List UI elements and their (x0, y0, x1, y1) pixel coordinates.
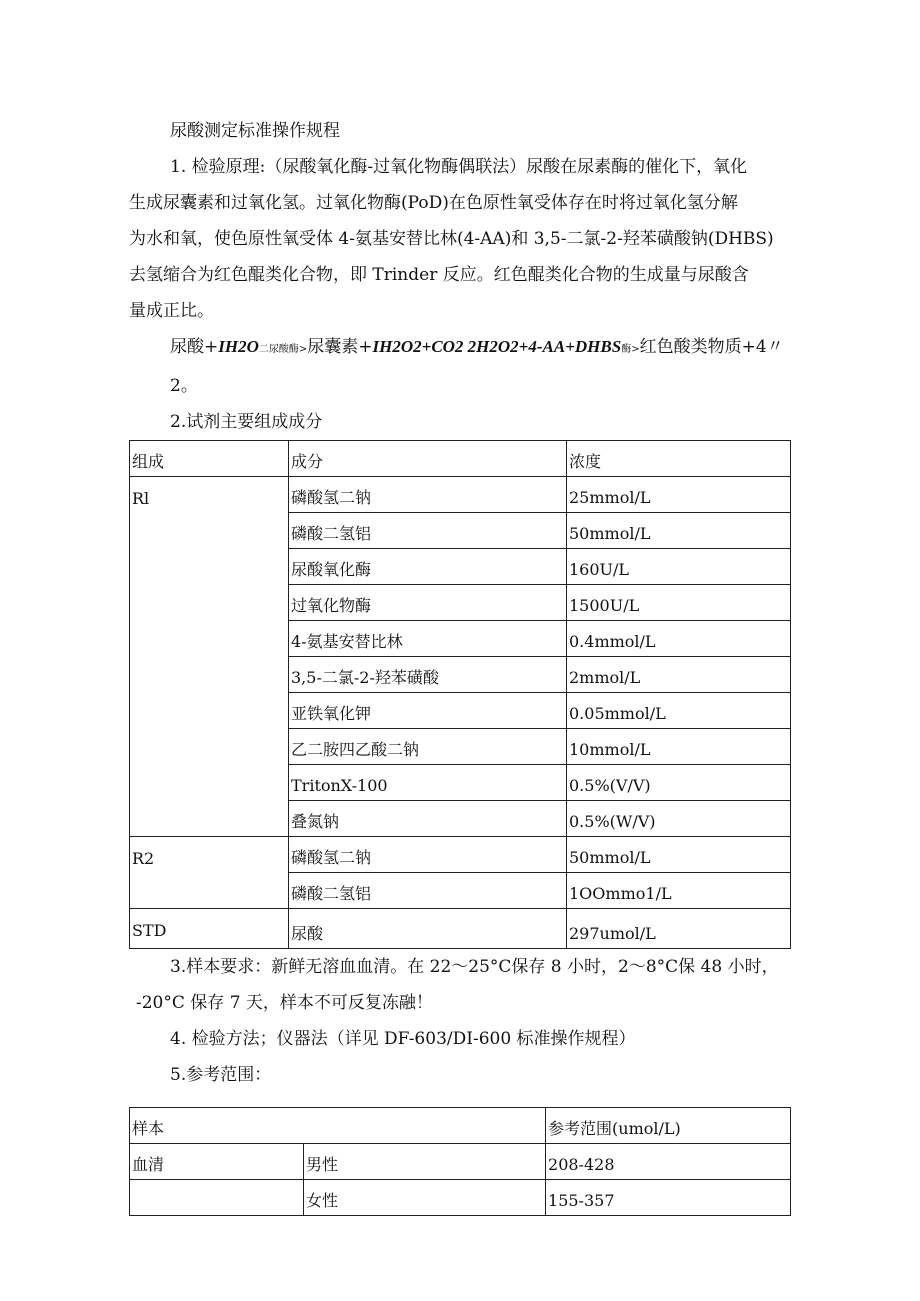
header-cell: 浓度 (567, 441, 791, 477)
component-cell: 磷酸二氢铝 (289, 513, 567, 549)
concentration-cell: 160U/L (567, 549, 791, 585)
header-cell: 组成 (130, 441, 289, 477)
concentration-cell: 297umol/L (567, 909, 791, 949)
table-header-row (130, 441, 791, 477)
sample-requirement: 3.样本要求：新鲜无溶血血清。在 22～25°C保存 8 小时，2～8°C保 48 小时， (170, 957, 779, 977)
concentration-cell: 0.05mmol/L (567, 693, 791, 729)
component-cell: 过氧化物酶 (289, 585, 567, 621)
concentration-cell: 25mmol/L (567, 477, 791, 513)
sex-cell: 男性 (304, 1144, 546, 1180)
group-cell: R2 (130, 837, 289, 909)
component-cell: 磷酸氢二钠 (289, 837, 567, 873)
concentration-cell: 50mmol/L (567, 837, 791, 873)
table-row (130, 1180, 791, 1216)
principle-line: 去氢缩合为红色醌类化合物，即 Trinder 反应。红色醌类化合物的生成量与尿酸含 (129, 265, 749, 285)
component-cell: 亚铁氧化钾 (289, 693, 567, 729)
group-cell: STD (130, 909, 289, 949)
section-heading: 2.试剂主要组成成分 (170, 412, 323, 432)
sample-requirement: -20°C 保存 7 天，样本不可反复冻融！ (136, 993, 433, 1013)
concentration-cell: 10mmol/L (567, 729, 791, 765)
table-header-row (130, 1108, 791, 1144)
component-cell: 叠氮钠 (289, 801, 567, 837)
component-cell: TritonX-100 (289, 765, 567, 801)
header-cell: 成分 (289, 441, 567, 477)
concentration-cell: 1500U/L (567, 585, 791, 621)
reagent-table (129, 440, 791, 949)
concentration-cell: 50mmol/L (567, 513, 791, 549)
reaction-formula (129, 329, 799, 404)
document-title: 尿酸测定标准操作规程 (170, 121, 340, 141)
header-cell: 参考范围(umol/L) (546, 1108, 791, 1144)
component-cell: 尿酸氧化酶 (289, 549, 567, 585)
formula-part: 红色酸类物质+4〃2。 (170, 337, 784, 396)
document-body (129, 113, 799, 1216)
concentration-cell: 1OOmmo1/L (567, 873, 791, 909)
component-cell: 尿酸 (289, 909, 567, 949)
table-row (130, 837, 791, 873)
component-cell: 3,5-二氯-2-羟苯磺酸 (289, 657, 567, 693)
range-cell: 208-428 (546, 1144, 791, 1180)
component-cell: 磷酸氢二钠 (289, 477, 567, 513)
principle-line: 为水和氧，使色原性氧受体 4-氨基安替比林(4-AA)和 3,5-二氯-2-羟苯磺酸钠(DHBS) (129, 229, 774, 249)
principle-line: 量成正比。 (129, 301, 214, 321)
header-cell: 样本 (130, 1108, 546, 1144)
concentration-cell: 0.5%(V/V) (567, 765, 791, 801)
group-cell: Rl (130, 477, 289, 837)
formula-part: IH2O (218, 337, 259, 356)
concentration-cell: 0.4mmol/L (567, 621, 791, 657)
component-cell: 乙二胺四乙酸二钠 (289, 729, 567, 765)
component-cell: 4-氨基安替比林 (289, 621, 567, 657)
formula-part: IH2O2+CO2 2H2O2+4-AA+DHBS (372, 337, 622, 356)
sample-cell (130, 1180, 304, 1216)
reference-range-table (129, 1107, 791, 1216)
range-cell: 155-357 (546, 1180, 791, 1216)
sex-cell: 女性 (304, 1180, 546, 1216)
formula-part: 尿囊素+ (307, 337, 373, 357)
formula-part: 酶> (621, 344, 640, 355)
sample-cell: 血清 (130, 1144, 304, 1180)
principle-line: 生成尿囊素和过氧化氢。过氧化物酶(PoD)在色原性氧受体存在时将过氧化氢分解 (129, 193, 738, 213)
formula-part: 二尿酸酶> (258, 344, 308, 355)
formula-part: 尿酸+ (170, 337, 219, 357)
concentration-cell: 0.5%(W/V) (567, 801, 791, 837)
section-heading: 4. 检验方法；仪器法（详见 DF-603/DI-600 标准操作规程） (170, 1029, 636, 1049)
section-heading: 5.参考范围： (170, 1065, 272, 1085)
table-row (130, 909, 791, 949)
component-cell: 磷酸二氢铝 (289, 873, 567, 909)
principle-line: 1. 检验原理:（尿酸氧化酶-过氧化物酶偶联法）尿酸在尿素酶的催化下，氧化 (170, 157, 748, 177)
table-row (130, 1144, 791, 1180)
concentration-cell: 2mmol/L (567, 657, 791, 693)
table-row (130, 477, 791, 513)
